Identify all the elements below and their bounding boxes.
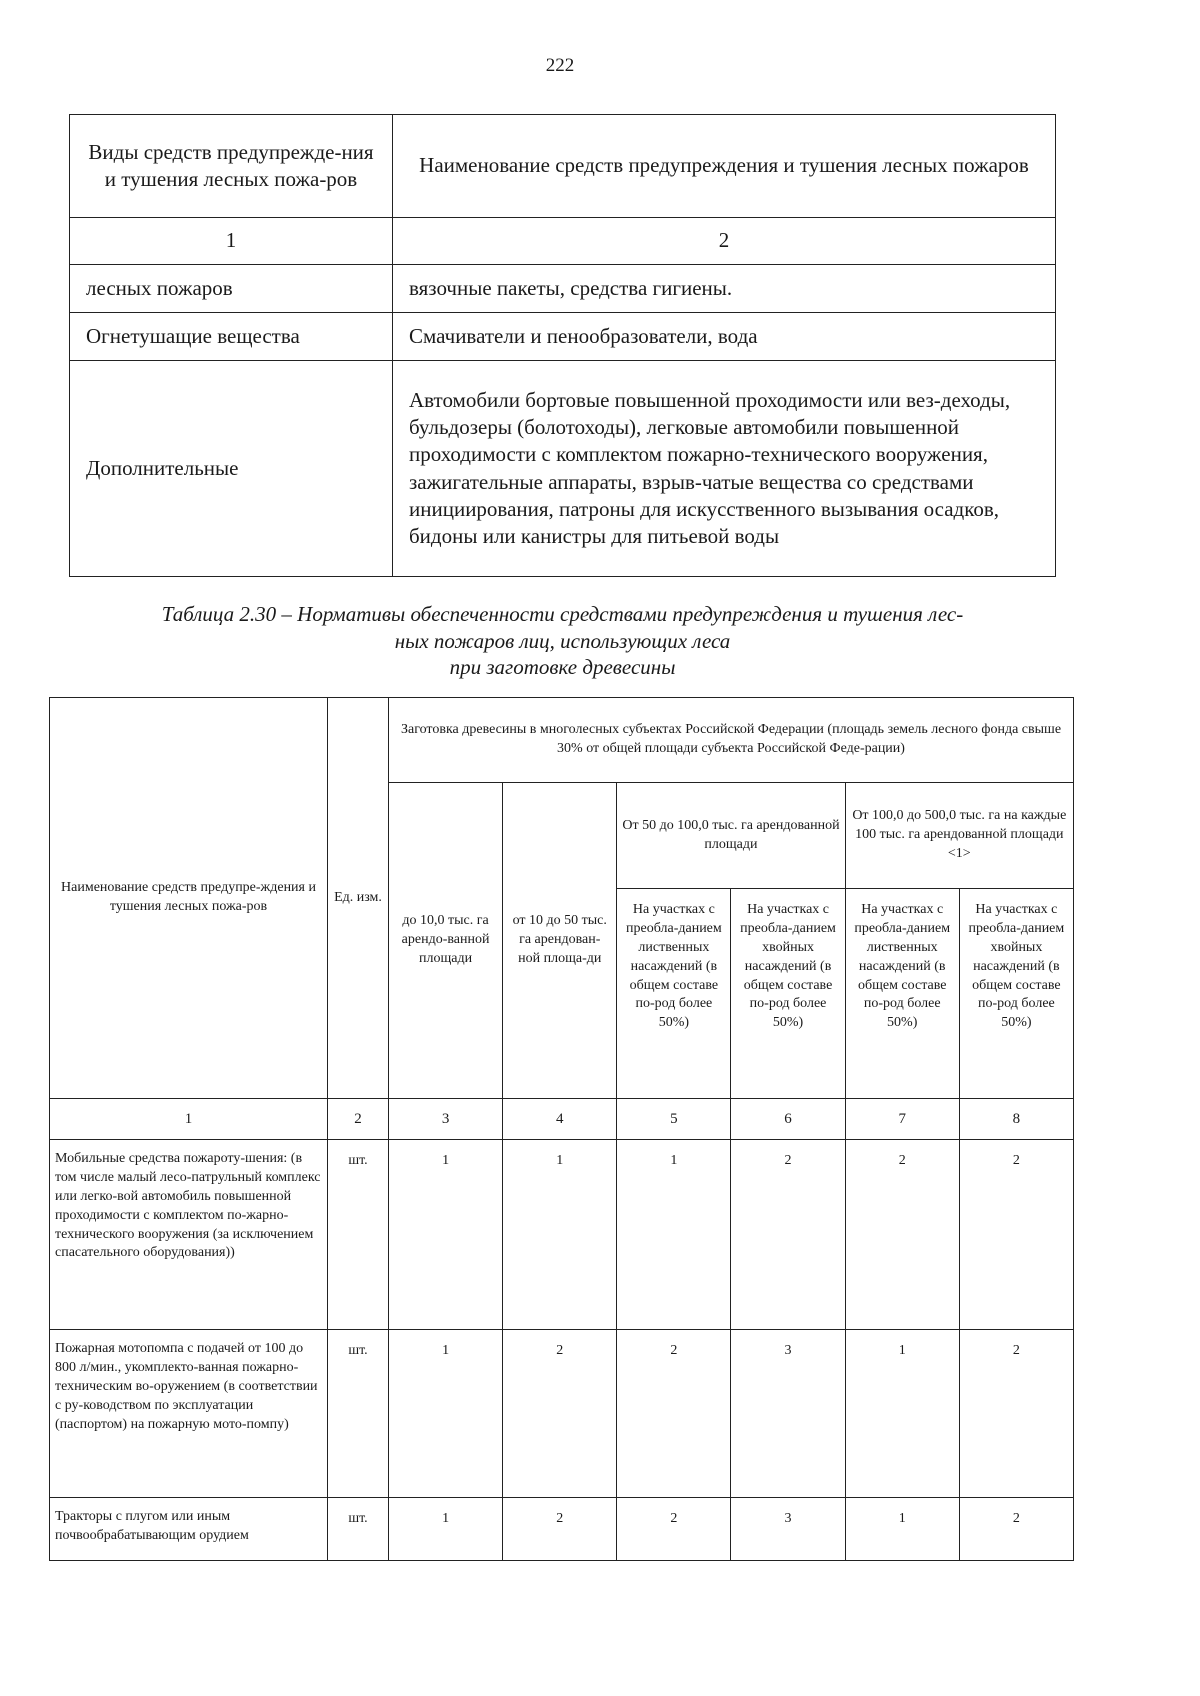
- kind-cell: Огнетушащие вещества: [70, 313, 393, 361]
- item-unit: шт.: [328, 1330, 389, 1498]
- column-number-row: [70, 218, 1056, 265]
- kind-cell: Дополнительные: [70, 361, 393, 577]
- header-col4: от 10 до 50 тыс. га арендован-ной площа-ди: [503, 783, 617, 1099]
- table-row: [70, 313, 1056, 361]
- item-value: 1: [389, 1140, 503, 1330]
- item-unit: шт.: [328, 1498, 389, 1561]
- column-number: 1: [70, 218, 393, 265]
- item-value: 2: [731, 1140, 845, 1330]
- item-value: 1: [617, 1140, 731, 1330]
- header-names: Наименование средств предупреждения и тушения лесных пожаров: [393, 115, 1056, 218]
- item-value: 2: [503, 1498, 617, 1561]
- header-col8: На участках с преобла-данием хвойных насаждений (в общем составе по-род более 50%): [959, 889, 1073, 1099]
- header-col6: На участках с преобла-данием хвойных насаждений (в общем составе по-род более 50%): [731, 889, 845, 1099]
- item-value: 2: [959, 1330, 1073, 1498]
- header-col7: На участках с преобла-данием лиственных насаждений (в общем составе по-род более 50%): [845, 889, 959, 1099]
- header-row: [50, 698, 1074, 783]
- column-number: 8: [959, 1099, 1073, 1140]
- header-group: Заготовка древесины в многолесных субъектах Российской Федерации (площадь земель лесного фонда свыше 30% от общей площади субъекта Российской Феде-рации): [389, 698, 1074, 783]
- table-caption: [69, 601, 1056, 681]
- item-value: 1: [389, 1330, 503, 1498]
- item-value: 1: [389, 1498, 503, 1561]
- table-row: [70, 265, 1056, 313]
- table-row: [70, 361, 1056, 577]
- table-row: [50, 1330, 1074, 1498]
- header-unit: Ед. изм.: [328, 698, 389, 1099]
- item-value: 2: [503, 1330, 617, 1498]
- table-row: [50, 1498, 1074, 1561]
- item-unit: шт.: [328, 1140, 389, 1330]
- page-number: 222: [545, 55, 575, 76]
- column-number: 2: [328, 1099, 389, 1140]
- column-number: 5: [617, 1099, 731, 1140]
- header-group-7-8: От 100,0 до 500,0 тыс. га на каждые 100 тыс. га арендованной площади <1>: [845, 783, 1073, 889]
- item-value: 1: [503, 1140, 617, 1330]
- table-header-row: [70, 115, 1056, 218]
- item-value: 2: [959, 1140, 1073, 1330]
- item-value: 3: [731, 1330, 845, 1498]
- item-name: Пожарная мотопомпа с подачей от 100 до 800 л/мин., укомплекто-ванная пожарно-техническим во-оружением (в соответствии с ру-ководством по эксплуатации (паспортом) на пожарную мото-помпу): [50, 1330, 328, 1498]
- kind-cell: лесных пожаров: [70, 265, 393, 313]
- normatives-table: [49, 697, 1074, 1561]
- name-cell: Смачиватели и пенообразователи, вода: [393, 313, 1056, 361]
- column-number: 6: [731, 1099, 845, 1140]
- header-col5: На участках с преобла-данием лиственных насаждений (в общем составе по-род более 50%): [617, 889, 731, 1099]
- fire-means-table: [69, 114, 1056, 577]
- caption-line: ных пожаров лиц, использующих леса: [394, 628, 731, 653]
- column-number: 3: [389, 1099, 503, 1140]
- item-value: 1: [845, 1498, 959, 1561]
- item-name: Тракторы с плугом или иным почвообрабатывающим орудием: [50, 1498, 328, 1561]
- caption-line: при заготовке древесины: [449, 655, 676, 680]
- caption-line: Таблица 2.30 – Нормативы обеспеченности средствами предупреждения и тушения лес-: [161, 602, 964, 626]
- item-name: Мобильные средства пожароту-шения: (в том числе малый лесо-патрульный комплекс или легко-вой автомобиль повышенной проходимости с комплектом по-жарно-технического вооружения (за исключением спасательного оборудования)): [50, 1140, 328, 1330]
- column-number: 1: [50, 1099, 328, 1140]
- header-group-5-6: От 50 до 100,0 тыс. га арендованной площади: [617, 783, 845, 889]
- item-value: 2: [617, 1330, 731, 1498]
- name-cell: Автомобили бортовые повышенной проходимости или вез-деходы, бульдозеры (болотоходы), легковые автомобили повышенной проходимости с комплектом пожарно-технического вооружения, зажигательные аппараты, взрыв-чатые вещества со средствами инициирования, патроны для искусственного вызывания осадков, бидоны или канистры для питьевой воды: [393, 361, 1056, 577]
- item-value: 2: [617, 1498, 731, 1561]
- name-cell: вязочные пакеты, средства гигиены.: [393, 265, 1056, 313]
- table-row: [50, 1140, 1074, 1330]
- column-number-row: [50, 1099, 1074, 1140]
- column-number: 4: [503, 1099, 617, 1140]
- header-col3: до 10,0 тыс. га арендо-ванной площади: [389, 783, 503, 1099]
- item-value: 2: [845, 1140, 959, 1330]
- column-number: 2: [393, 218, 1056, 265]
- item-value: 3: [731, 1498, 845, 1561]
- header-name: Наименование средств предупре-ждения и тушения лесных пожа-ров: [50, 698, 328, 1099]
- header-kinds: Виды средств предупрежде-ния и тушения лесных пожа-ров: [70, 115, 393, 218]
- item-value: 2: [959, 1498, 1073, 1561]
- column-number: 7: [845, 1099, 959, 1140]
- item-value: 1: [845, 1330, 959, 1498]
